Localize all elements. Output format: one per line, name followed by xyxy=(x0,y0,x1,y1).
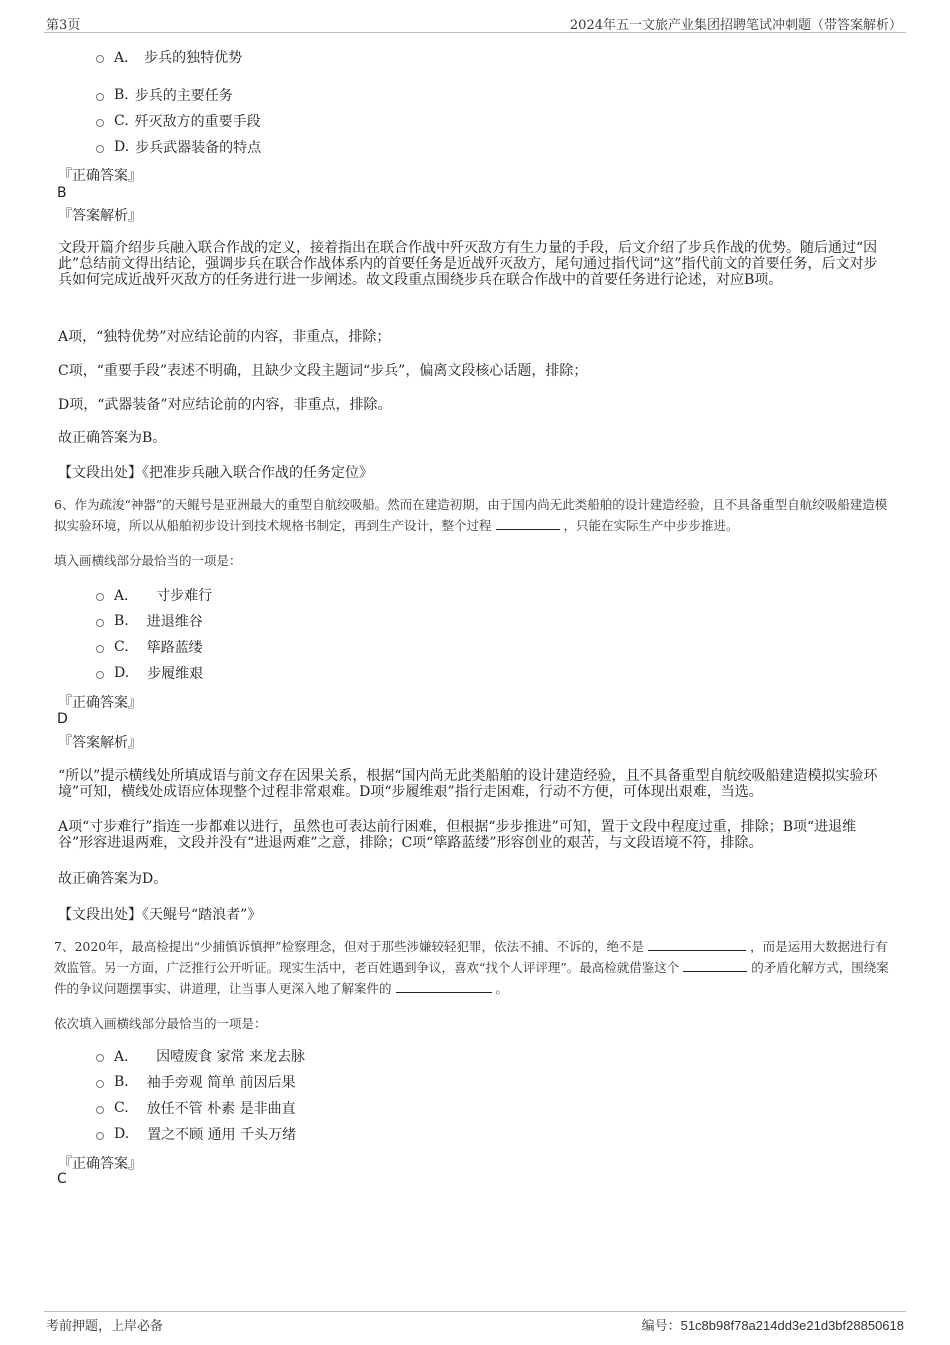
header-divider xyxy=(44,32,906,33)
radio-icon[interactable] xyxy=(96,1080,104,1088)
fill-blank-1[interactable] xyxy=(648,937,746,951)
q5-analysis-label: 『答案解析』 xyxy=(58,208,142,224)
radio-icon[interactable] xyxy=(96,671,104,679)
document-title: 2024年五一文旅产业集团招聘笔试冲刺题（带答案解析） xyxy=(569,18,902,33)
radio-icon[interactable] xyxy=(96,119,104,127)
q6-analysis-options: A项“寸步难行”指连一步都难以进行，虽然也可表达前行困难，但根据“步步推进”可知，置于文段中程度过重，排除；B项“进退维谷”形容进退两难，文段并没有“进退两难”之意，排除；C项“筚路蓝缕”形容创业的艰苦，与文段语境不符，排除。 xyxy=(58,819,857,851)
q5-conclusion: 故正确答案为B。 xyxy=(58,430,167,446)
q5-source: 【文段出处】《把准步兵融入联合作战的任务定位》 xyxy=(58,465,373,481)
q6-conclusion: 故正确答案为D。 xyxy=(58,871,168,887)
fill-blank-3[interactable] xyxy=(396,979,492,993)
q6-answer-label: 『正确答案』 xyxy=(58,695,142,711)
fill-blank-2[interactable] xyxy=(683,958,747,972)
radio-icon[interactable] xyxy=(96,1106,104,1114)
radio-icon[interactable] xyxy=(96,1132,104,1140)
q5-answer: B xyxy=(57,185,67,201)
q6-option-b[interactable]: B. 进退维谷 xyxy=(96,611,203,631)
radio-icon[interactable] xyxy=(96,93,104,101)
q6-prompt: 填入画横线部分最恰当的一项是： xyxy=(54,553,242,568)
q7-option-a[interactable]: A． 因噎废食 家常 来龙去脉 xyxy=(96,1046,305,1066)
document-code: 编号：51c8b98f78a214dd3e21d3bf28850618 xyxy=(641,1318,904,1334)
q7-option-d[interactable]: D. 置之不顾 通用 千头万绪 xyxy=(96,1124,296,1144)
q7-option-c[interactable]: C. 放任不管 朴素 是非曲直 xyxy=(96,1098,296,1118)
radio-icon[interactable] xyxy=(96,55,104,63)
radio-icon[interactable] xyxy=(96,145,104,153)
q6-analysis-main: “所以”提示横线处所填成语与前文存在因果关系，根据“国内尚无此类船舶的设计建造经验，且不具备重型自航绞吸船建造模拟实验环境”可知，横线处成语应体现整个过程非常艰难。D项“步履维艰”指行走困难，行动不方便，可体现出艰难，当选。 xyxy=(58,768,878,800)
q6-answer: D xyxy=(57,711,68,727)
q5-option-a[interactable]: A． 步兵的独特优势 xyxy=(96,47,242,67)
q6-option-c[interactable]: C. 筚路蓝缕 xyxy=(96,637,203,657)
q7-answer-label: 『正确答案』 xyxy=(58,1156,142,1172)
q7-answer: C xyxy=(57,1171,67,1187)
footer-divider xyxy=(44,1311,906,1312)
q7-stem: 7、2020年，最高检提出“少捕慎诉慎押”检察理念，但对于那些涉嫌较轻犯罪，依法不捕、不诉的，绝不是 ，而是运用大数据进行有效监管。另一方面，广泛推行公开听证。现实生活中，老百姓遇到争议，喜欢“找个人评评理”。最高检就借鉴这个 的矛盾化解方式，围绕案件的争议问题摆事实、讲道理，让当事人更深入地了解案件的 。 xyxy=(54,939,889,996)
q5-analysis-d: D项，“武器装备”对应结论前的内容，非重点，排除。 xyxy=(58,397,392,413)
q5-analysis-c: C项，“重要手段”表述不明确，且缺少文段主题词“步兵”，偏离文段核心话题，排除； xyxy=(58,363,588,379)
page-number: 第3页 xyxy=(46,18,81,33)
q5-option-d[interactable]: D. 步兵武器装备的特点 xyxy=(96,137,261,157)
q5-answer-label: 『正确答案』 xyxy=(58,168,142,184)
radio-icon[interactable] xyxy=(96,619,104,627)
radio-icon[interactable] xyxy=(96,593,104,601)
q5-analysis-main: 文段开篇介绍步兵融入联合作战的定义，接着指出在联合作战中歼灭敌方有生力量的手段，后文介绍了步兵作战的优势。随后通过“因此”总结前文得出结论，强调步兵在联合作战体系内的首要任务是近战歼灭敌方，尾句通过指代词“这”指代前文的首要任务，后文对步兵如何完成近战歼灭敌方的任务进行进一步阐述。故文段重点围绕步兵在联合作战中的首要任务进行论述，对应B项。 xyxy=(58,240,878,288)
q5-option-c[interactable]: C. 歼灭敌方的重要手段 xyxy=(96,111,261,131)
fill-blank[interactable] xyxy=(496,516,560,530)
q6-source: 【文段出处】《天鲲号“踏浪者”》 xyxy=(58,907,262,923)
q6-stem: 6、作为疏浚“神器”的天鲲号是亚洲最大的重型自航绞吸船。然而在建造初期，由于国内尚无此类船舶的设计建造经验，且不具备重型自航绞吸船建造模拟实验环境，所以从船舶初步设计到技术规格书制定，再到生产设计，整个过程 ，只能在实际生产中步步推进。 xyxy=(54,497,888,533)
radio-icon[interactable] xyxy=(96,1054,104,1062)
q6-analysis-label: 『答案解析』 xyxy=(58,735,142,751)
q5-analysis-a: A项，“独特优势”对应结论前的内容，非重点，排除； xyxy=(58,329,391,345)
q6-option-d[interactable]: D. 步履维艰 xyxy=(96,663,203,683)
q6-option-a[interactable]: A． 寸步难行 xyxy=(96,585,212,605)
footer-slogan: 考前押题，上岸必备 xyxy=(46,1319,164,1334)
radio-icon[interactable] xyxy=(96,645,104,653)
q7-prompt: 依次填入画横线部分最恰当的一项是： xyxy=(54,1016,267,1031)
q7-option-b[interactable]: B. 袖手旁观 简单 前因后果 xyxy=(96,1072,296,1092)
q5-option-b[interactable]: B. 步兵的主要任务 xyxy=(96,85,233,105)
